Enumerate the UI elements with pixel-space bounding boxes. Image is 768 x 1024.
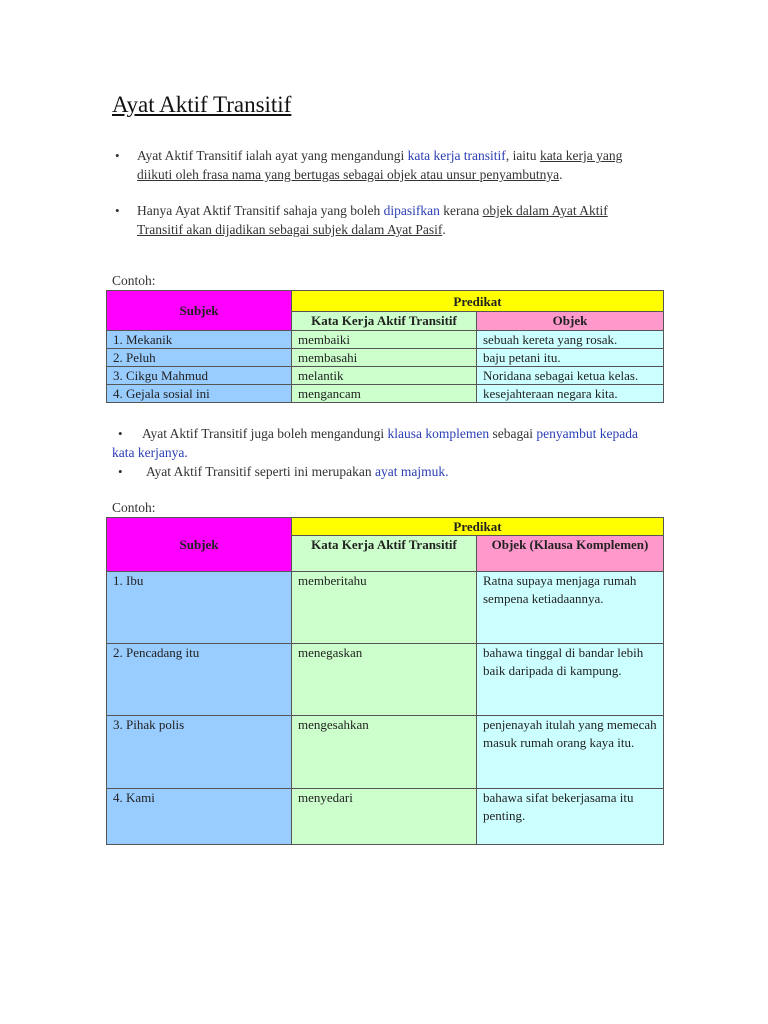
bullet-text: sebagai xyxy=(489,426,537,441)
underlined-definition: objek dalam Ayat Aktif Transitif akan dijadikan sebagai subjek dalam Ayat Pasif xyxy=(137,203,608,237)
cell-kata-kerja: menegaskan xyxy=(292,644,477,716)
highlight-term: ayat majmuk. xyxy=(374,464,449,479)
cell-subjek: 4. Gejala sosial ini xyxy=(107,385,292,403)
highlight-term: klausa komplemen xyxy=(387,426,490,441)
cell-subjek: 1. Mekanik xyxy=(107,331,292,349)
cell-objek: Ratna supaya menjaga rumah sempena ketiadaannya. xyxy=(477,572,664,644)
bullet-dot: • xyxy=(115,203,120,218)
header-kata-kerja: Kata Kerja Aktif Transitif xyxy=(292,536,477,572)
cell-subjek: 1. Ibu xyxy=(107,572,292,644)
cell-subjek: 4. Kami xyxy=(107,789,292,845)
header-subjek: Subjek xyxy=(107,291,292,331)
cell-objek: penjenayah itulah yang memecah masuk rumah orang kaya itu. xyxy=(477,716,664,789)
cell-objek: bahawa tinggal di bandar lebih baik daripada di kampung. xyxy=(477,644,664,716)
cell-kata-kerja: melantik xyxy=(292,367,477,385)
table-row xyxy=(107,572,664,644)
bullet-text: Ayat Aktif Transitif seperti ini merupakan xyxy=(146,464,375,479)
cell-kata-kerja: membaiki xyxy=(292,331,477,349)
bullet-dot: • xyxy=(118,464,123,479)
contoh-label: Contoh: xyxy=(112,273,156,288)
cell-objek: kesejahteraan negara kita. xyxy=(477,385,664,403)
header-objek: Objek (Klausa Komplemen) xyxy=(477,536,664,572)
bullet-klausa xyxy=(112,424,657,462)
table-row xyxy=(107,367,664,385)
bullet-passive xyxy=(115,201,647,239)
bullet-text: Ayat Aktif Transitif juga boleh mengandungi xyxy=(142,426,388,441)
example-table-1 xyxy=(106,290,664,403)
cell-subjek: 2. Peluh xyxy=(107,349,292,367)
bullet-majmuk xyxy=(118,462,656,481)
cell-subjek: 3. Cikgu Mahmud xyxy=(107,367,292,385)
table-row xyxy=(107,716,664,789)
highlight-term: penyambut kepada kata kerjanya. xyxy=(112,426,638,460)
contoh-label: Contoh: xyxy=(112,500,156,515)
bullet-text: . xyxy=(442,222,446,237)
example-table-2 xyxy=(106,517,664,845)
page-title: Ayat Aktif Transitif xyxy=(112,92,292,117)
table-row xyxy=(107,349,664,367)
bullet-text: Hanya Ayat Aktif Transitif sahaja yang boleh xyxy=(137,203,384,218)
cell-kata-kerja: mengesahkan xyxy=(292,716,477,789)
highlight-term: dipasifkan xyxy=(383,203,440,218)
table-row xyxy=(107,331,664,349)
header-predikat: Predikat xyxy=(292,291,664,312)
cell-kata-kerja: memberitahu xyxy=(292,572,477,644)
highlight-term: kata kerja transitif xyxy=(407,148,506,163)
table-row xyxy=(107,644,664,716)
cell-objek: sebuah kereta yang rosak. xyxy=(477,331,664,349)
header-predikat: Predikat xyxy=(292,518,664,536)
bullet-text: . xyxy=(559,167,563,182)
header-objek: Objek xyxy=(477,312,664,331)
table-row xyxy=(107,789,664,845)
bullet-definition xyxy=(115,146,657,184)
bullet-dot: • xyxy=(118,426,123,441)
table-row xyxy=(107,385,664,403)
cell-kata-kerja: menyedari xyxy=(292,789,477,845)
header-kata-kerja: Kata Kerja Aktif Transitif xyxy=(292,312,477,331)
cell-kata-kerja: mengancam xyxy=(292,385,477,403)
bullet-text: , iaitu xyxy=(505,148,540,163)
cell-objek: bahawa sifat bekerjasama itu penting. xyxy=(477,789,664,845)
cell-objek: baju petani itu. xyxy=(477,349,664,367)
cell-kata-kerja: membasahi xyxy=(292,349,477,367)
cell-objek: Noridana sebagai ketua kelas. xyxy=(477,367,664,385)
bullet-dot: • xyxy=(115,148,120,163)
underlined-definition: kata kerja yang diikuti oleh frasa nama yang bertugas sebagai objek atau unsur penyambutnya xyxy=(137,148,623,182)
cell-subjek: 2. Pencadang itu xyxy=(107,644,292,716)
bullet-text: kerana xyxy=(439,203,483,218)
bullet-text: Ayat Aktif Transitif ialah ayat yang mengandungi xyxy=(137,148,408,163)
header-subjek: Subjek xyxy=(107,518,292,572)
cell-subjek: 3. Pihak polis xyxy=(107,716,292,789)
